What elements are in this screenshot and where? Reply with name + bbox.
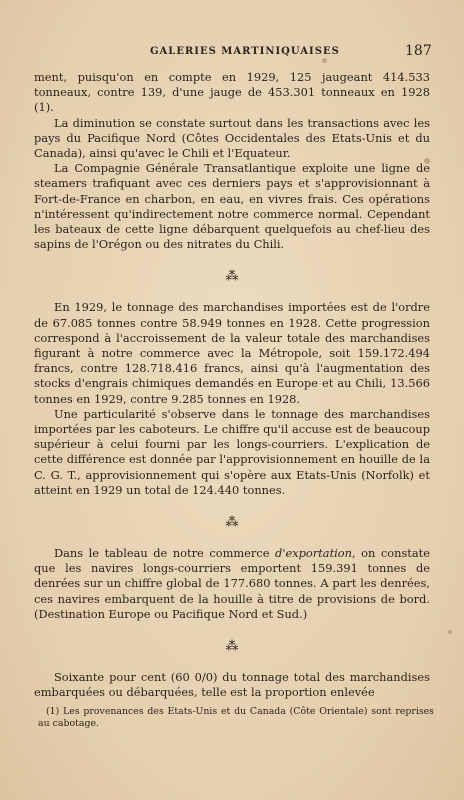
foxing-spot	[424, 158, 430, 164]
foxing-spot	[322, 58, 327, 63]
paragraph: La Compagnie Générale Transatlantique exploite une ligne de steamers trafiquant avec ces derniers pays et s'approvisionnant à Fort-de-France en charbon, en eau, en vivres frais. Ces opérations n'intéressent qu'indirectement notre commerce normal. Cependant les bateaux de cette ligne débarquent quelquefois au chef-lieu des sapins de l'Orégon ou des nitrates du Chili.	[34, 161, 430, 252]
section-ornament: ⁂	[225, 639, 239, 655]
text-run: Dans le tableau de notre commerce	[54, 546, 276, 561]
footnote-text: (1) Les provenances des Etats-Unis et du Canada (Côte Orientale) sont reprises au cabotage.	[38, 706, 434, 729]
running-title: GALERIES MARTINIQUAISES	[150, 46, 340, 57]
paragraph: En 1929, le tonnage des marchandises importées est de l'ordre de 67.085 tonnes contre 58.949 tonnes en 1928. Cette progression correspond à l'accroissement de la valeur totale des marchandises figurant à notre commerce avec la Métropole, soit 159.172.494 francs, contre 128.718.416 francs, ainsi qu'à l'augmentation des stocks d'engrais chimiques demandés en Europe et au Chili, 13.566 tonnes en 1929, contre 9.285 tonnes en 1928.	[34, 300, 430, 406]
italic-term: d'exportation	[275, 546, 352, 561]
paragraph: Une particularité s'observe dans le tonnage des marchandises importées par les caboteurs. Le chiffre qu'il accuse est de beaucoup supérieur à celui fourni par les longs-courriers. L'explication de cette différence est donnée par l'approvisionnement en houille de la C. G. T., approvisionnement qui s'opère aux Etats-Unis (Norfolk) et atteint en 1929 un total de 124.440 tonnes.	[34, 406, 430, 497]
section-ornament: ⁂	[225, 269, 239, 285]
paragraph: ment, puisqu'on en compte en 1929, 125 jaugeant 414.533 tonneaux, contre 139, d'une jauge de 453.301 tonneaux en 1928 (1).	[34, 70, 430, 115]
foxing-spot	[448, 630, 452, 634]
paragraph: Soixante pour cent (60 0/0) du tonnage total des marchandises embarquées ou débarquées, telle est la proportion enlevée	[34, 670, 430, 700]
text-run: , on constate que les navires longs-courriers emportent 159.391 tonnes de denrées sur un chiffre global de 177.680 tonnes. A part les denrées, ces navires embarquent de la houille à titre de provisions de bord. (Destination Europe ou Pacifique Nord et Sud.)	[34, 546, 430, 621]
main-text	[34, 70, 430, 701]
page-number: 187	[405, 43, 432, 59]
paragraph: La diminution se constate surtout dans les transactions avec les pays du Pacifique Nord (Côtes Occidentales des Etats-Unis et du Canada), ainsi qu'avec le Chili et l'Equateur.	[34, 115, 430, 161]
footnote	[38, 706, 434, 730]
running-head	[0, 43, 464, 62]
paragraph	[34, 546, 430, 622]
section-ornament: ⁂	[225, 515, 239, 531]
